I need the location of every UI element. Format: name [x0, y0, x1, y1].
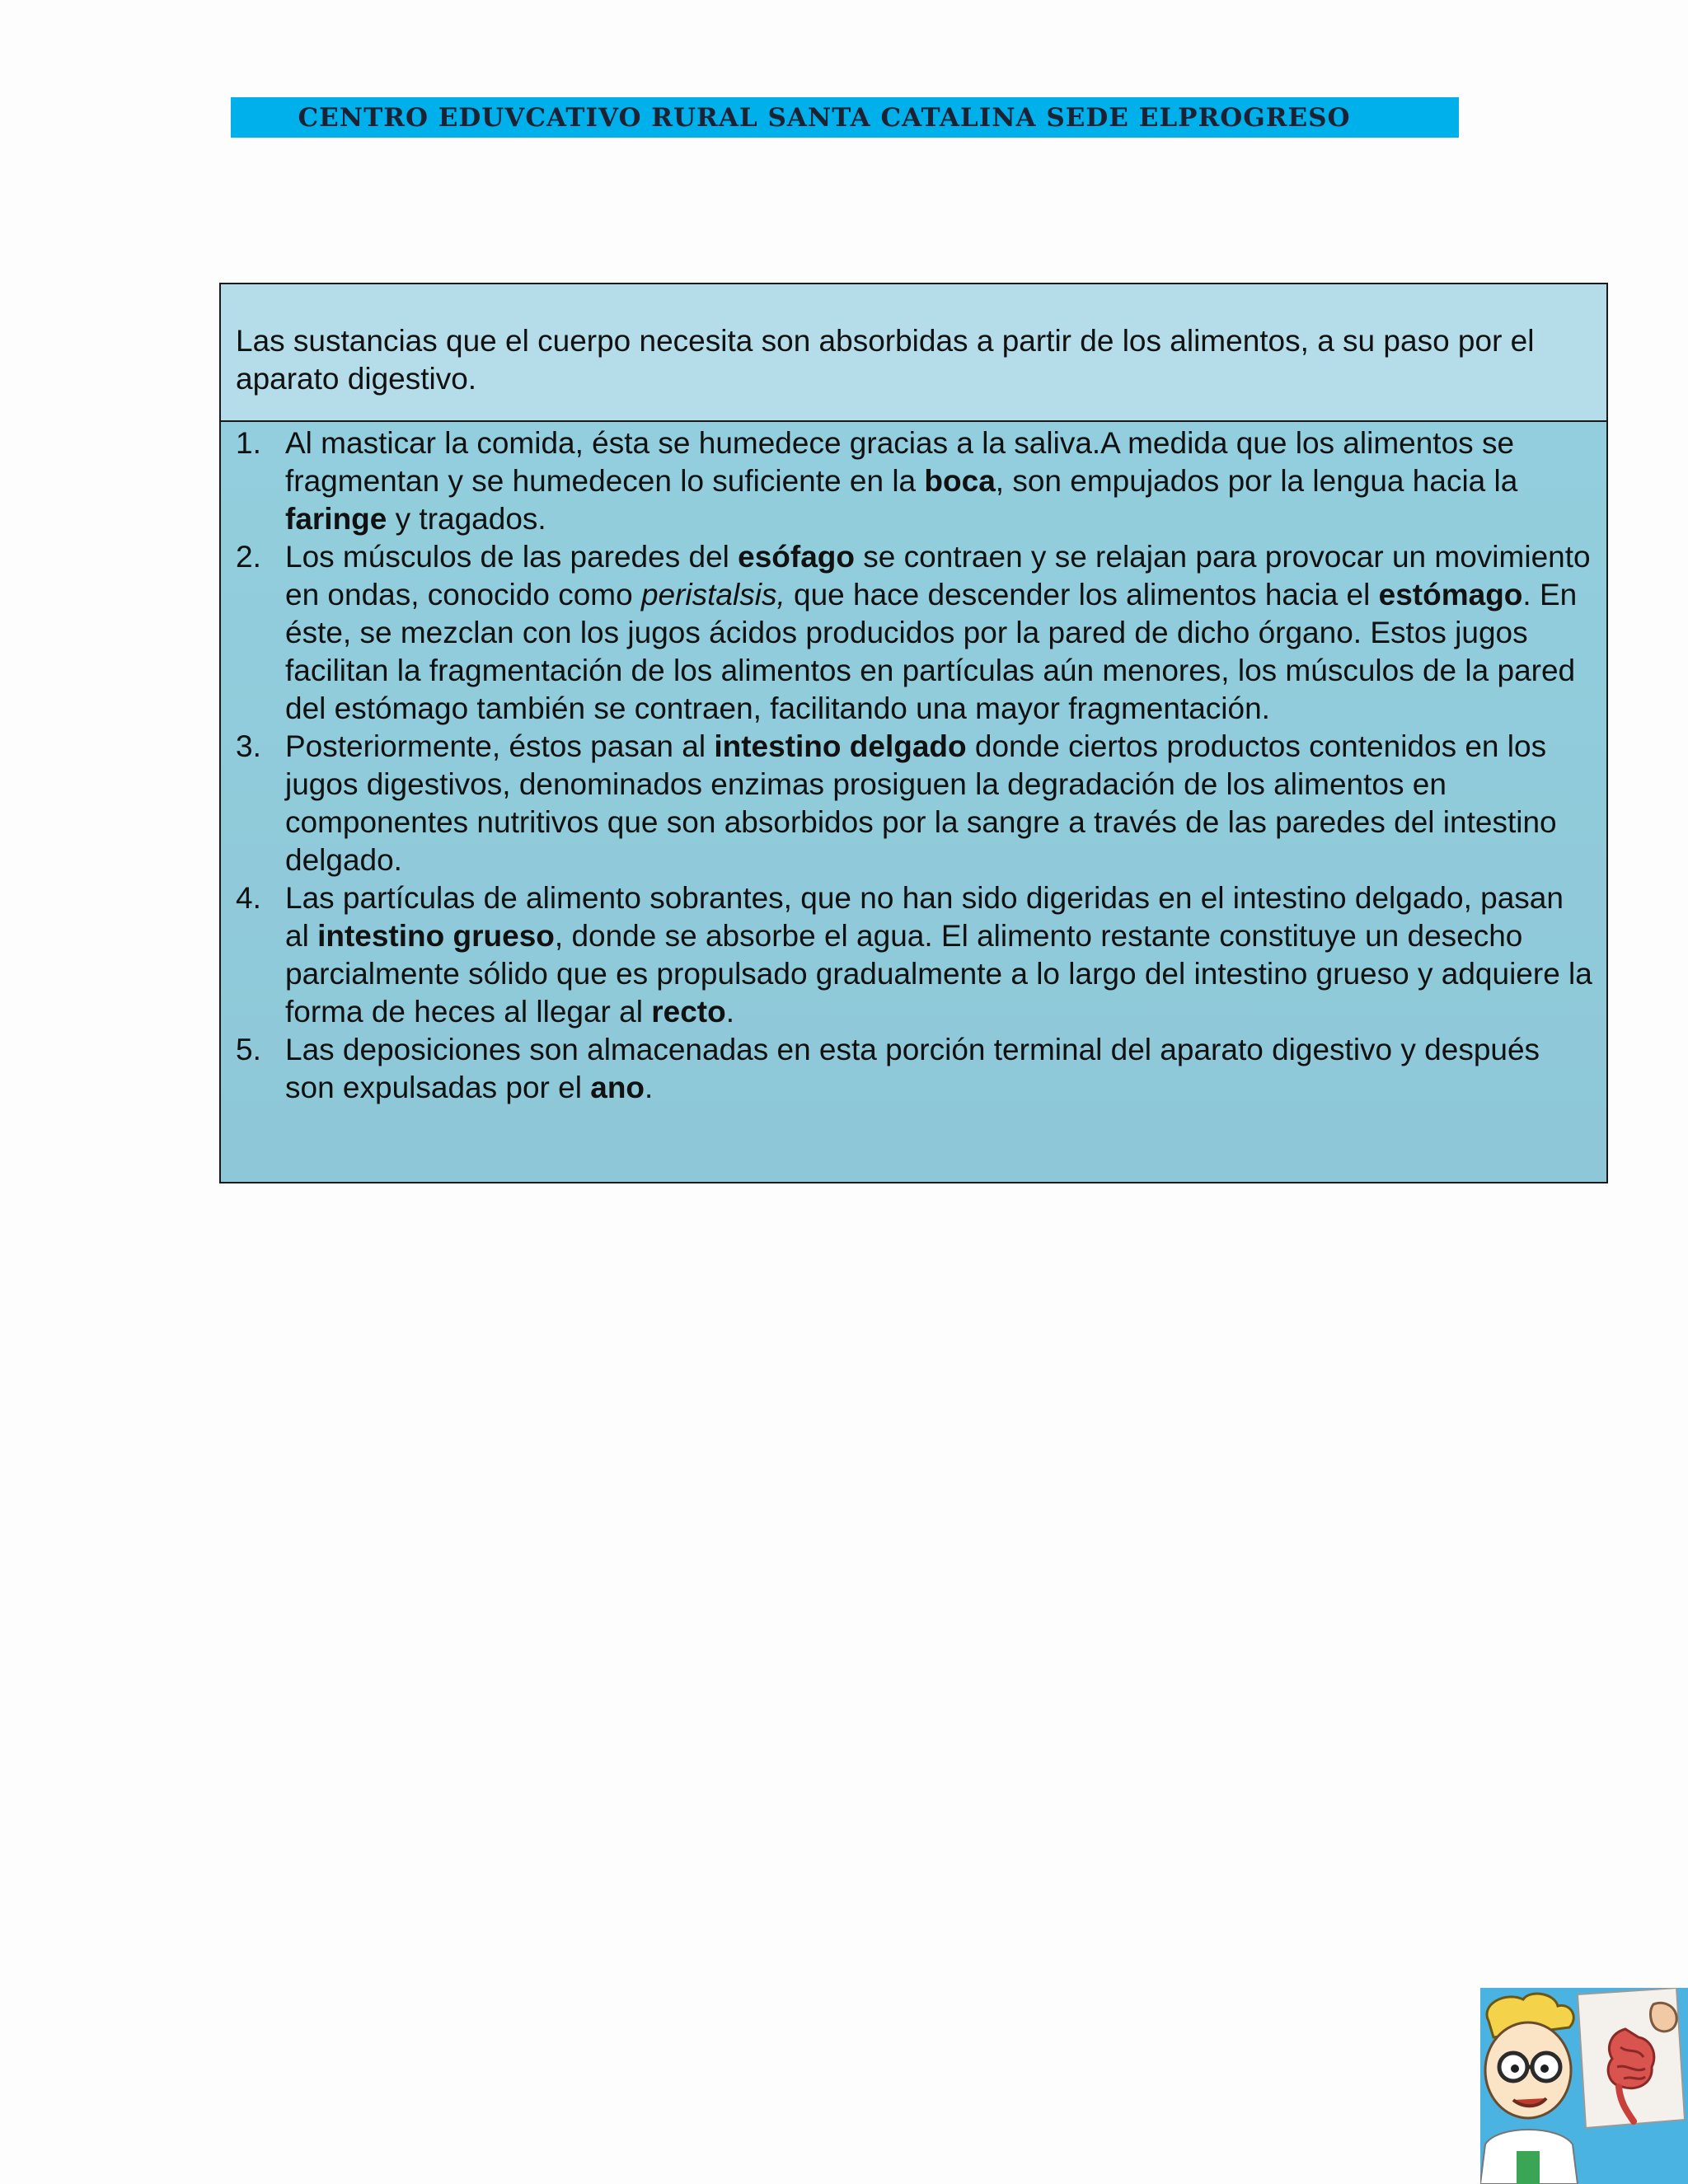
step-text: que hace descender los alimentos hacia el: [785, 578, 1379, 612]
step-text: .: [645, 1071, 654, 1104]
step-text: donde ciertos productos contenidos en los jugos digestivos, denominados enzimas prosiguen la degradación de los alimentos en componentes nutritivos que son absorbidos por la sangre a través de las paredes del intestino delgado.: [285, 729, 1557, 877]
step-number: 3.: [236, 729, 261, 763]
step-number: 2.: [236, 540, 261, 574]
step-text: Los músculos de las paredes del: [285, 540, 738, 574]
step-term: intestino grueso: [317, 919, 555, 953]
step-text: , donde se absorbe el agua. El alimento restante constituye un desecho parcialmente sólido que es propulsado gradualmente a lo largo del intestino grueso y adquiere la forma de heces al llegar al: [285, 919, 1592, 1029]
step-text: . En éste, se mezclan con los jugos ácidos producidos por la pared de dicho órgano. Estos jugos facilitan la fragmentación de los alimentos en partículas aún menores, los músculos de la pared del estómago también se contraen, facilitando una mayor fragmentación.: [285, 578, 1578, 725]
step-term: recto: [651, 995, 726, 1029]
step-term: boca: [924, 464, 996, 498]
step-text: y tragados.: [387, 502, 546, 536]
content-box: [219, 283, 1608, 1183]
step-term: esófago: [738, 540, 856, 574]
header-banner: [231, 97, 1459, 138]
step-term: faringe: [285, 502, 387, 536]
step-number: 1.: [236, 426, 261, 460]
step-text: .: [725, 995, 735, 1029]
step-text: Al masticar la comida, ésta se humedece gracias a la saliva.A medida que los alimentos se fragmentan y se humedecen lo suficiente en la: [285, 426, 1515, 498]
step-item: [236, 1031, 1595, 1107]
page-title: CENTRO EDUVCATIVO RURAL SANTA CATALINA SEDE ELPROGRESO: [298, 102, 1351, 133]
step-text: Las partículas de alimento sobrantes, que no han sido digeridas en el intestino delgado, pasan al: [285, 881, 1564, 953]
digestive-system-cartoon-icon: [1480, 1988, 1688, 2184]
step-number: 4.: [236, 881, 261, 915]
digestion-steps-list: [221, 424, 1606, 1107]
step-item: [236, 538, 1595, 728]
step-emphasis: peristalsis,: [640, 578, 785, 612]
step-item: [236, 879, 1595, 1031]
step-item: [236, 728, 1595, 879]
step-term: estómago: [1378, 578, 1523, 612]
step-text: Las deposiciones son almacenadas en esta porción terminal del aparato digestivo y después son expulsadas por el: [285, 1033, 1540, 1104]
step-item: [236, 424, 1595, 538]
step-term: ano: [590, 1071, 645, 1104]
step-term: intestino delgado: [714, 729, 967, 763]
step-text: Posteriormente, éstos pasan al: [285, 729, 715, 763]
step-text: , son empujados por la lengua hacia la: [995, 464, 1518, 498]
step-text: se contraen y se relajan para provocar un movimiento en ondas, conocido como: [285, 540, 1591, 612]
step-number: 5.: [236, 1033, 261, 1066]
intro-paragraph: Las sustancias que el cuerpo necesita son absorbidas a partir de los alimentos, a su paso por el aparato digestivo.: [221, 284, 1606, 422]
